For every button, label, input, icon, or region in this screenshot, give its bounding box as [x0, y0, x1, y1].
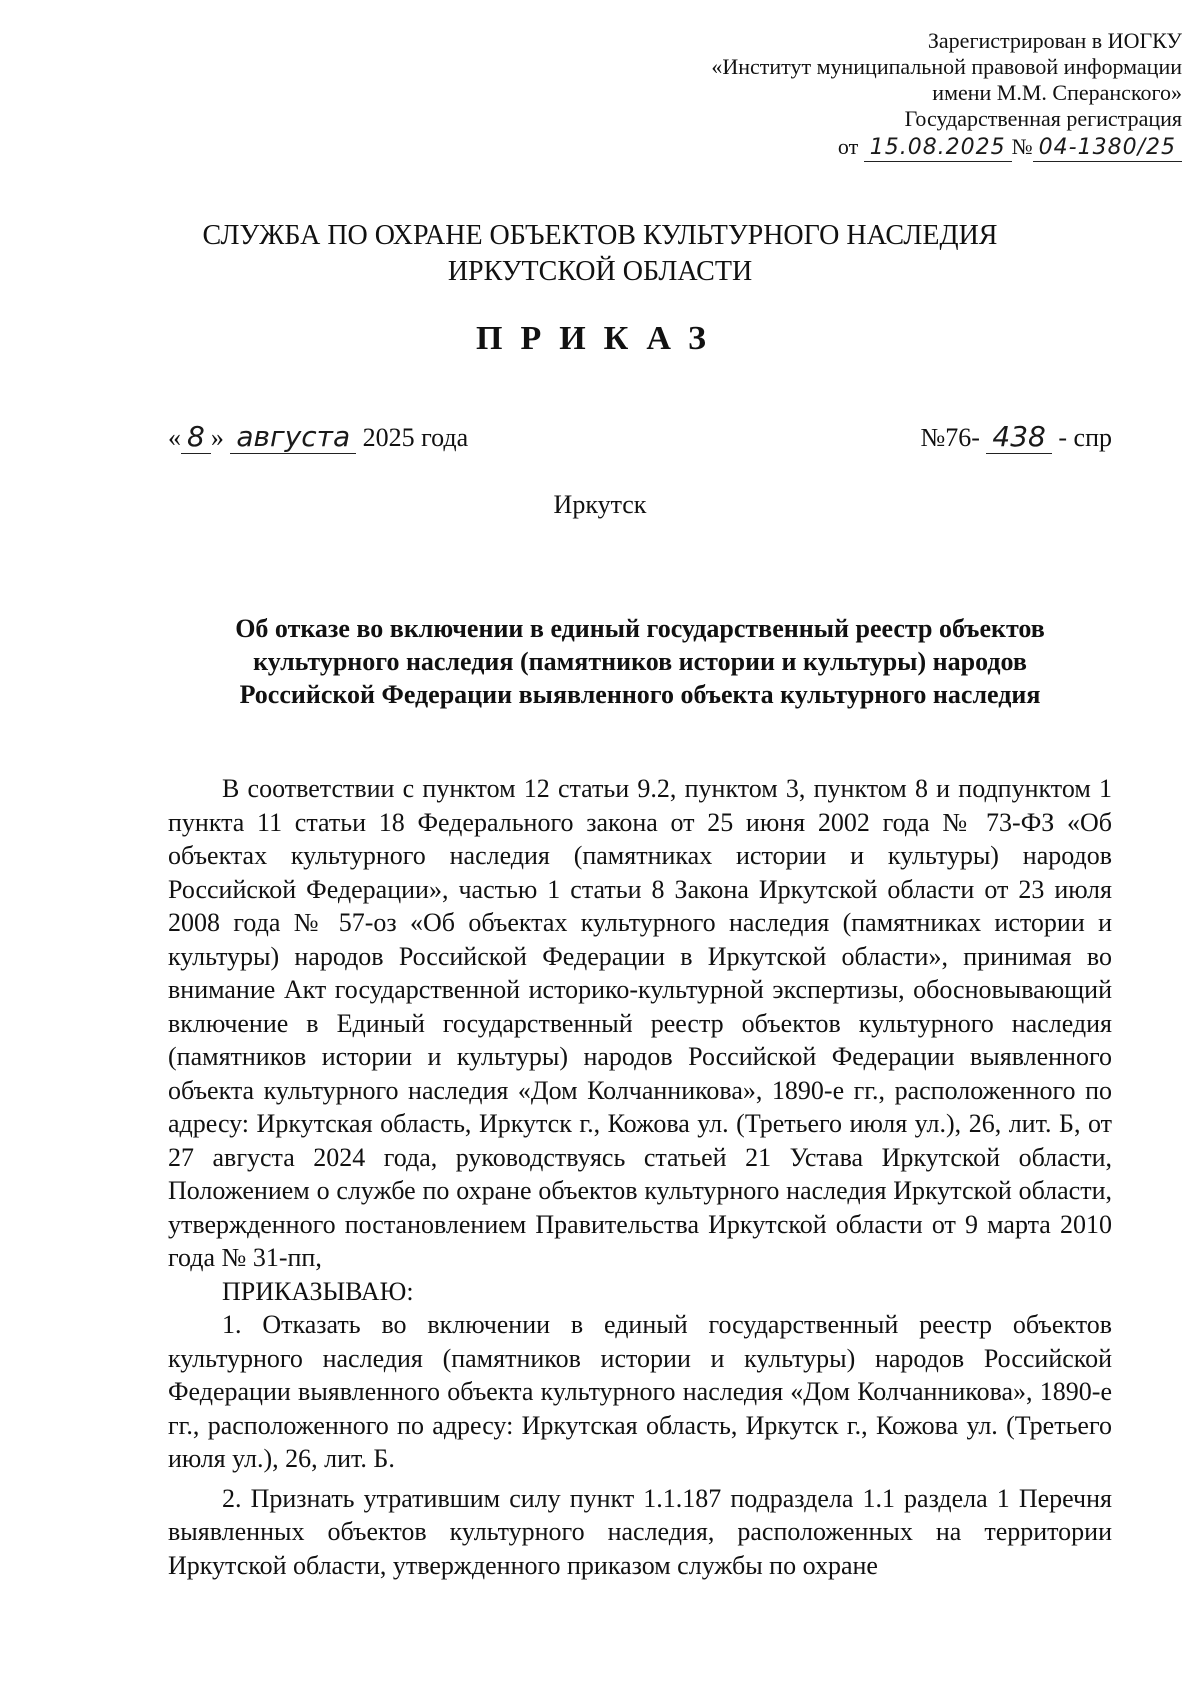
order-date: [168, 420, 468, 454]
order-number: [920, 420, 1112, 454]
agency-header: [0, 218, 1200, 290]
agency-name-line-1: СЛУЖБА ПО ОХРАНЕ ОБЪЕКТОВ КУЛЬТУРНОГО НАСЛЕДИЯ: [202, 220, 998, 251]
registration-line-4: Государственная регистрация: [904, 106, 1182, 131]
registration-number-prefix: №: [1011, 134, 1033, 159]
subject-line-3: Российской Федерации выявленного объекта культурного наследия: [239, 680, 1041, 709]
registration-date-prefix: от: [837, 134, 859, 159]
registration-line-2: «Институт муниципальной правовой информации: [711, 54, 1182, 79]
order-item-2: 2. Признать утратившим силу пункт 1.1.187 подраздела 1.1 раздела 1 Перечня выявленных объектов культурного наследия, расположенных на территории Иркутской области, утвержденного приказом службы по охране: [168, 1483, 1112, 1580]
date-day-handwritten: 8: [181, 420, 211, 454]
order-item-1: 1. Отказать во включении в единый государственный реестр объектов культурного наследия (памятников истории и культуры) народов Российской Федерации выявленного объекта культурного наследия «Дом Колчанникова», 1890-е гг., расположенного по адресу: Иркутская область, Иркутск г., Кожова ул. (Третьего июля ул.), 26, лит. Б.: [168, 1310, 1112, 1473]
agency-name-line-2: ИРКУТСКОЙ ОБЛАСТИ: [447, 256, 753, 287]
city-name: Иркутск: [553, 490, 647, 519]
order-body: [168, 772, 1112, 1582]
date-open-quote: «: [168, 423, 181, 452]
order-title: ПРИКАЗ: [476, 320, 724, 357]
registration-line-1: Зарегистрирован в ИОГКУ: [927, 28, 1182, 53]
order-number-suffix: - спр: [1058, 423, 1112, 452]
registration-stamp: [662, 28, 1182, 162]
registration-number-handwritten: 04-1380/25: [1033, 135, 1182, 162]
date-month-handwritten: августа: [230, 420, 356, 454]
order-subject: [168, 612, 1112, 711]
order-number-prefix: №76-: [920, 423, 980, 452]
registration-date-row: [662, 134, 1182, 162]
date-year: 2025 года: [362, 423, 469, 452]
registration-line-3: имени М.М. Сперанского»: [932, 80, 1182, 105]
preamble-paragraph: В соответствии с пунктом 12 статьи 9.2, пунктом 3, пунктом 8 и подпунктом 1 пункта 11 статьи 18 Федерального закона от 25 июня 2002 года № 73-ФЗ «Об объектах культурного наследия (памятниках истории и культуры) народов Российской Федерации», частью 1 статьи 8 Закона Иркутской области от 23 июля 2008 года № 57-оз «Об объектах культурного наследия (памятниках истории и культуры) народов Российской Федерации в Иркутской области», принимая во внимание Акт государственной историко-культурной экспертизы, обосновывающий включение в Единый государственный реестр объектов культурного наследия (памятников истории и культуры) народов Российской Федерации выявленного объекта культурного наследия «Дом Колчанникова», 1890-е гг., расположенного по адресу: Иркутская область, Иркутск г., Кожова ул. (Третьего июля ул.), 26, лит. Б, от 27 августа 2024 года, руководствуясь статьей 21 Устава Иркутской области, Положением о службе по охране объектов культурного наследия Иркутской области, утвержденного постановлением Правительства Иркутской области от 9 марта 2010 года № 31-пп,: [168, 774, 1112, 1272]
order-date-number-row: [168, 420, 1112, 460]
registration-date-handwritten: 15.08.2025: [864, 135, 1012, 162]
subject-line-1: Об отказе во включении в единый государственный реестр объектов: [235, 614, 1045, 643]
command-word: ПРИКАЗЫВАЮ:: [222, 1276, 414, 1306]
date-close-quote: »: [210, 423, 224, 452]
order-number-handwritten: 438: [986, 420, 1051, 454]
subject-line-2: культурного наследия (памятников истории и культуры) народов: [253, 647, 1027, 676]
